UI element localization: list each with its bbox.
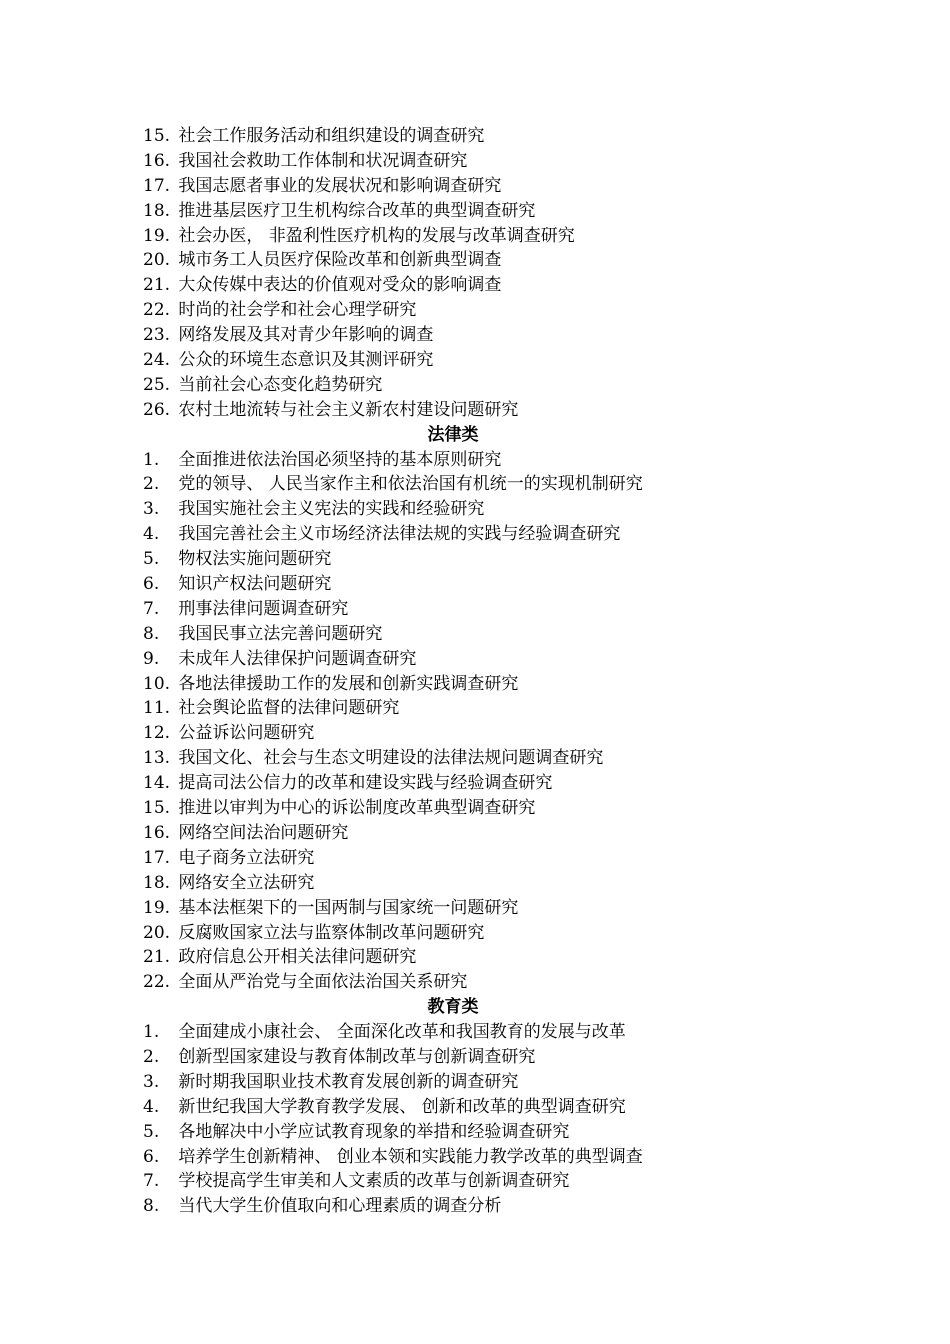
item-number: 6. xyxy=(143,1146,160,1167)
topic-section xyxy=(143,124,843,423)
list-item xyxy=(143,1145,843,1170)
item-text: 公众的环境生态意识及其测评研究 xyxy=(178,350,434,371)
list-item xyxy=(143,672,843,697)
item-text: 新世纪我国大学教育教学发展、 创新和改革的典型调查研究 xyxy=(178,1096,626,1117)
item-number: 11. xyxy=(143,698,171,719)
list-item xyxy=(143,149,843,174)
item-text: 社会办医， 非盈利性医疗机构的发展与改革调查研究 xyxy=(178,225,575,246)
item-text: 电子商务立法研究 xyxy=(178,847,315,868)
item-number: 22. xyxy=(143,300,171,321)
item-number: 25. xyxy=(143,374,171,395)
item-number: 16. xyxy=(143,150,171,171)
item-text: 农村土地流转与社会主义新农村建设问题研究 xyxy=(178,399,519,420)
list-item xyxy=(143,821,843,846)
item-text: 我国社会救助工作体制和状况调查研究 xyxy=(178,150,468,171)
list-item xyxy=(143,323,843,348)
item-text: 城市务工人员医疗保险改革和创新典型调查 xyxy=(178,250,502,271)
item-number: 4. xyxy=(143,524,160,545)
list-item xyxy=(143,1095,843,1120)
list-item xyxy=(143,622,843,647)
list-item xyxy=(143,298,843,323)
list-item xyxy=(143,522,843,547)
item-number: 1. xyxy=(143,1022,160,1043)
item-text: 全面建成小康社会、 全面深化改革和我国教育的发展与改革 xyxy=(178,1022,626,1043)
item-number: 17. xyxy=(143,847,171,868)
item-text: 推进以审判为中心的诉讼制度改革典型调查研究 xyxy=(178,798,536,819)
item-number: 5. xyxy=(143,1121,160,1142)
item-text: 大众传媒中表达的价值观对受众的影响调查 xyxy=(178,275,502,296)
topic-section xyxy=(143,423,843,995)
list-item xyxy=(143,1045,843,1070)
item-text: 网络空间法治问题研究 xyxy=(178,822,349,843)
list-item xyxy=(143,174,843,199)
topic-list-content xyxy=(143,124,843,1219)
item-text: 物权法实施问题研究 xyxy=(178,549,332,570)
item-text: 政府信息公开相关法律问题研究 xyxy=(178,947,417,968)
list-item xyxy=(143,921,843,946)
list-item xyxy=(143,497,843,522)
item-number: 20. xyxy=(143,922,171,943)
item-text: 网络安全立法研究 xyxy=(178,872,315,893)
item-number: 6. xyxy=(143,574,160,595)
list-item xyxy=(143,373,843,398)
item-number: 8. xyxy=(143,623,160,644)
item-text: 培养学生创新精神、 创业本领和实践能力教学改革的典型调查 xyxy=(178,1146,643,1167)
item-text: 我国民事立法完善问题研究 xyxy=(178,623,383,644)
item-text: 新时期我国职业技术教育发展创新的调查研究 xyxy=(178,1071,519,1092)
list-item xyxy=(143,771,843,796)
list-item xyxy=(143,1194,843,1219)
item-text: 当前社会心态变化趋势研究 xyxy=(178,374,383,395)
list-item xyxy=(143,597,843,622)
item-text: 网络发展及其对青少年影响的调查 xyxy=(178,325,434,346)
section-heading: 法律类 xyxy=(427,424,479,445)
item-text: 推进基层医疗卫生机构综合改革的典型调查研究 xyxy=(178,200,536,221)
list-item xyxy=(143,273,843,298)
list-item xyxy=(143,224,843,249)
section-heading: 教育类 xyxy=(427,997,479,1018)
item-text: 各地法律援助工作的发展和创新实践调查研究 xyxy=(178,673,519,694)
list-item xyxy=(143,846,843,871)
item-number: 3. xyxy=(143,1071,160,1092)
item-text: 反腐败国家立法与监察体制改革问题研究 xyxy=(178,922,485,943)
list-item xyxy=(143,746,843,771)
item-number: 17. xyxy=(143,175,171,196)
list-item xyxy=(143,448,843,473)
list-item xyxy=(143,970,843,995)
item-text: 当代大学生价值取向和心理素质的调查分析 xyxy=(178,1196,502,1217)
list-item xyxy=(143,472,843,497)
item-text: 创新型国家建设与教育体制改革与创新调查研究 xyxy=(178,1046,536,1067)
list-item xyxy=(143,547,843,572)
item-number: 1. xyxy=(143,449,160,470)
list-item xyxy=(143,248,843,273)
item-number: 12. xyxy=(143,723,171,744)
list-item xyxy=(143,647,843,672)
item-number: 16. xyxy=(143,822,171,843)
item-text: 刑事法律问题调查研究 xyxy=(178,598,349,619)
topic-list xyxy=(143,448,843,996)
item-text: 党的领导、 人民当家作主和依法治国有机统一的实现机制研究 xyxy=(178,474,643,495)
item-text: 我国文化、社会与生态文明建设的法律法规问题调查研究 xyxy=(178,748,604,769)
list-item xyxy=(143,199,843,224)
item-text: 我国完善社会主义市场经济法律法规的实践与经验调查研究 xyxy=(178,524,621,545)
item-number: 19. xyxy=(143,225,171,246)
item-number: 7. xyxy=(143,598,160,619)
list-item xyxy=(143,1169,843,1194)
item-number: 24. xyxy=(143,350,171,371)
item-number: 15. xyxy=(143,798,171,819)
list-item xyxy=(143,945,843,970)
list-item xyxy=(143,871,843,896)
list-item xyxy=(143,721,843,746)
item-number: 3. xyxy=(143,499,160,520)
item-text: 提高司法公信力的改革和建设实践与经验调查研究 xyxy=(178,773,553,794)
item-text: 社会舆论监督的法律问题研究 xyxy=(178,698,400,719)
item-text: 时尚的社会学和社会心理学研究 xyxy=(178,300,417,321)
item-text: 未成年人法律保护问题调查研究 xyxy=(178,648,417,669)
list-item xyxy=(143,124,843,149)
item-text: 学校提高学生审美和人文素质的改革与创新调查研究 xyxy=(178,1171,570,1192)
item-text: 知识产权法问题研究 xyxy=(178,574,332,595)
item-text: 我国志愿者事业的发展状况和影响调查研究 xyxy=(178,175,502,196)
item-number: 2. xyxy=(143,1046,160,1067)
topic-list xyxy=(143,1020,843,1219)
item-number: 15. xyxy=(143,126,171,146)
item-number: 5. xyxy=(143,549,160,570)
item-number: 14. xyxy=(143,773,171,794)
topic-section xyxy=(143,995,843,1219)
list-item xyxy=(143,796,843,821)
item-number: 2. xyxy=(143,474,160,495)
item-text: 公益诉讼问题研究 xyxy=(178,723,315,744)
item-text: 社会工作服务活动和组织建设的调查研究 xyxy=(178,126,485,146)
item-number: 18. xyxy=(143,200,171,221)
item-number: 8. xyxy=(143,1196,160,1217)
item-text: 全面推进依法治国必须坚持的基本原则研究 xyxy=(178,449,502,470)
item-number: 7. xyxy=(143,1171,160,1192)
item-number: 13. xyxy=(143,748,171,769)
list-item xyxy=(143,1070,843,1095)
list-item xyxy=(143,896,843,921)
item-text: 我国实施社会主义宪法的实践和经验研究 xyxy=(178,499,485,520)
item-number: 10. xyxy=(143,673,171,694)
item-number: 9. xyxy=(143,648,160,669)
item-number: 18. xyxy=(143,872,171,893)
topic-list xyxy=(143,124,843,423)
list-item xyxy=(143,1120,843,1145)
list-item xyxy=(143,696,843,721)
list-item xyxy=(143,572,843,597)
item-text: 基本法框架下的一国两制与国家统一问题研究 xyxy=(178,897,519,918)
item-number: 26. xyxy=(143,399,171,420)
item-number: 4. xyxy=(143,1096,160,1117)
item-number: 21. xyxy=(143,275,171,296)
item-number: 20. xyxy=(143,250,171,271)
list-item xyxy=(143,1020,843,1045)
item-number: 23. xyxy=(143,325,171,346)
item-number: 22. xyxy=(143,972,171,993)
list-item xyxy=(143,398,843,423)
item-text: 全面从严治党与全面依法治国关系研究 xyxy=(178,972,468,993)
item-number: 21. xyxy=(143,947,171,968)
item-number: 19. xyxy=(143,897,171,918)
list-item xyxy=(143,348,843,373)
item-text: 各地解决中小学应试教育现象的举措和经验调查研究 xyxy=(178,1121,570,1142)
